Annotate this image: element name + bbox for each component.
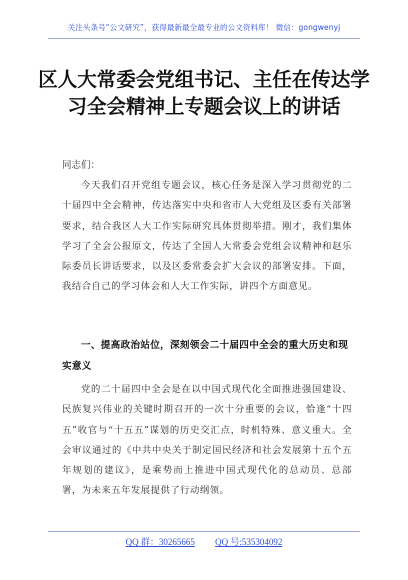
title-line-1: 区人大常委会党组书记、主任在传达学 xyxy=(38,68,370,91)
section-heading-1: 一、提高政治站位，深刻领会二十届四中全会的重大历史和现实意义 xyxy=(62,340,349,372)
paragraph-intro: 今天我们召开党组专题会议，核心任务是深入学习贯彻党的二十届四中全会精神，传达落实中央和省市人大党组及区委有关部署要求，结合我区人大工作实际研究具体贯彻举措。刚才，我们集体学习了全会公报原文，传达了全国人大常委会党组会议精神和赵乐际委员长讲话要求，以及区委常委会扩大会议的部署安排。下面，我结合自己的学习体会和人大工作实际，讲四个方面意见。 xyxy=(62,180,352,293)
footer-divider xyxy=(48,531,360,532)
title-line-2: 习全会精神上专题会议上的讲话 xyxy=(67,95,341,118)
salutation: 同志们： xyxy=(62,160,101,171)
paragraph-section-1: 党的二十届四中全会是在以中国式现代化全面推进强国建设、民族复兴伟业的关键时期召开的一次十分重要的会议，恰逢“十四五”收官与“十五五”谋划的历史交汇点，时机特殊、意义重大。全会审议通过的《中共中央关于制定国民经济和社会发展第十五个五年规划的建议》，是乘势而上推进中国式现代化的总动员、总部署，为未来五年发展提供了行动纲领。 xyxy=(62,384,352,497)
footer-contact xyxy=(0,535,408,548)
document-title xyxy=(30,66,378,120)
footer-qq-number[interactable]: QQ 号:535304092 xyxy=(215,537,283,547)
header-promo-note: 关注头条号“公文研究”，获得最新最全最专业的公文资料库！ 微信：gongwenyj xyxy=(67,23,341,32)
footer-qq-group[interactable]: QQ 群：30265665 xyxy=(125,537,195,547)
header-divider xyxy=(48,38,360,39)
